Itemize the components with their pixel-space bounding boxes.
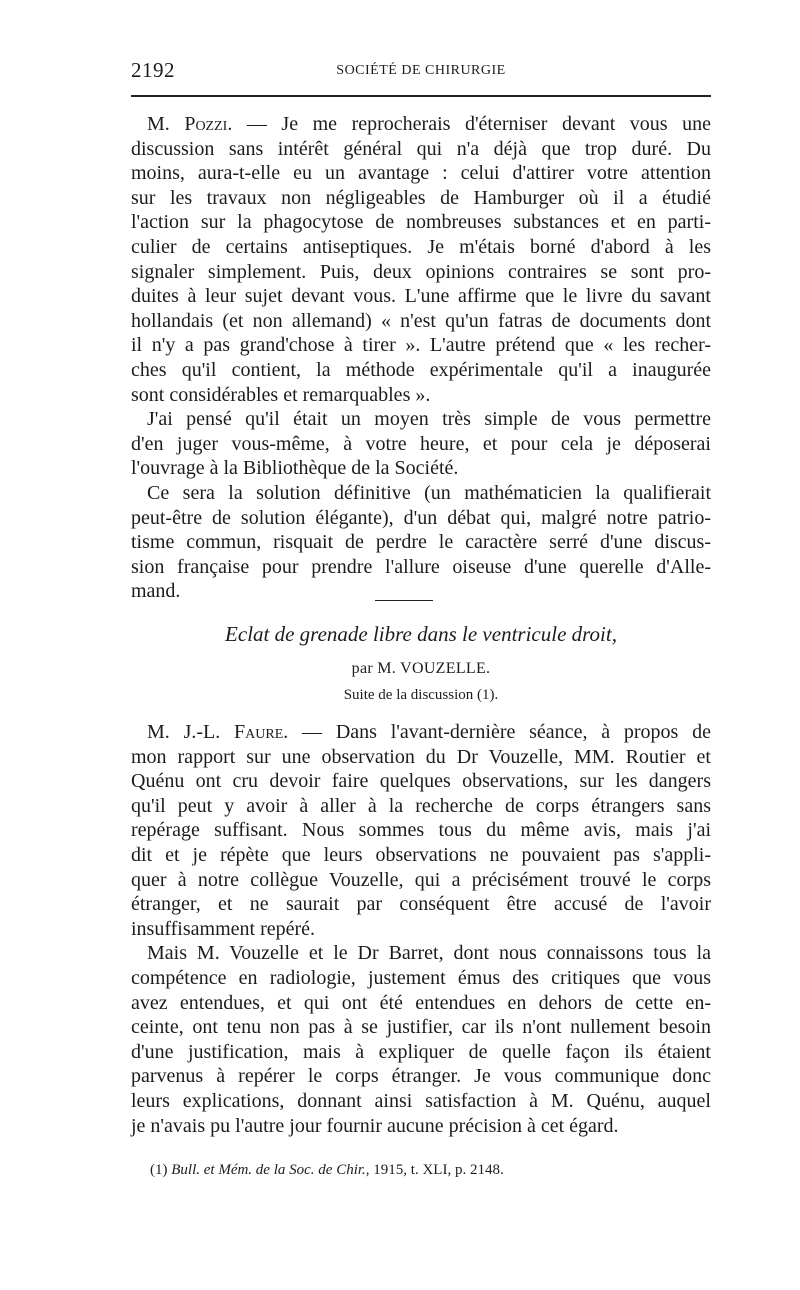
text-line: dit et je répète que leurs observations ne pouvaient pas s'appli- xyxy=(131,843,711,866)
text-line: signaler simplement. Puis, deux opinions contraires se sont pro- xyxy=(131,260,711,283)
text-line: M. J.-L. Faure. — Dans l'avant-dernière séance, à propos de xyxy=(147,721,711,743)
text-line: parvenus à repérer le corps étranger. Je vous communique donc xyxy=(131,1065,711,1088)
article-author: par M. VOUZELLE. xyxy=(351,660,491,677)
article-note: Suite de la discussion (1). xyxy=(343,687,499,703)
text-line: compétence en radiologie, justement émus des critiques que vous xyxy=(131,966,711,989)
text-line: discussion sans intérêt général qui n'a déjà que trop duré. Du xyxy=(131,137,711,160)
text-line: sion française pour prendre l'allure oiseuse d'une querelle d'Alle- xyxy=(131,555,711,578)
text-line: Mais M. Vouzelle et le Dr Barret, dont nous connaissons tous la xyxy=(147,942,711,965)
speaker-name: M. J.-L. Faure. xyxy=(147,721,289,743)
footnote-marker: (1) xyxy=(150,1162,168,1178)
text-line: sur les travaux non négligeables de Hamburger où il a étudié xyxy=(131,186,711,209)
text-line: sont considérables et remarquables ». xyxy=(131,383,431,406)
footnote-source: Bull. et Mém. de la Soc. de Chir. xyxy=(171,1162,366,1178)
text-line: quer à notre collègue Vouzelle, qui a précisément trouvé le corps xyxy=(131,868,711,891)
text-line: d'en juger vous-même, à votre heure, et pour cela je déposerai xyxy=(131,432,711,455)
text-line: tisme commun, risquait de perdre le caractère serré d'une discus- xyxy=(131,531,711,554)
text-line: culier de certains antiseptiques. Je m'étais borné d'abord à les xyxy=(131,235,711,258)
text-line: mand. xyxy=(131,580,181,603)
text-line: moins, aura-t-elle eu un avantage : celui d'attirer votre attention xyxy=(131,162,711,185)
text-line: insuffisamment repéré. xyxy=(131,917,316,940)
text-line: il n'y a pas grand'chose à tirer ». L'autre prétend que « les recher- xyxy=(131,334,711,357)
running-title: SOCIÉTÉ DE CHIRURGIE xyxy=(336,63,506,78)
text-line: étranger, et ne saurait par conséquent être accusé de l'avoir xyxy=(131,893,711,916)
text-line: repérage suffisant. Nous sommes tous du même avis, mais j'ai xyxy=(131,819,711,842)
text-line: d'une justification, mais à expliquer de quelle façon ils étaient xyxy=(131,1040,711,1063)
page-number: 2192 xyxy=(131,58,175,82)
text-line: M. Pozzi. — Je me reprocherais d'éterniser devant vous une xyxy=(147,113,711,135)
article-title: Eclat de grenade libre dans le ventricule droit, xyxy=(225,622,617,646)
text-line: J'ai pensé qu'il était un moyen très simple de vous permettre xyxy=(147,408,711,431)
text-line: hollandais (et non allemand) « n'est qu'un fatras de documents dont xyxy=(131,309,711,332)
text-line: ches qu'il contient, la méthode expérimentale qu'il a inaugurée xyxy=(131,358,711,381)
discussion-faure xyxy=(131,720,711,1138)
text-line: ceinte, ont tenu non pas à se justifier, car ils n'ont nullement besoin xyxy=(131,1016,711,1039)
section-separator xyxy=(375,600,433,601)
speaker-name: M. Pozzi. xyxy=(147,113,233,135)
text-line: je n'avais pu l'autre jour fournir aucune précision à cet égard. xyxy=(131,1114,619,1137)
text-line: qu'il peut y avoir à aller à la recherche de corps étrangers sans xyxy=(131,794,711,817)
text-line: l'ouvrage à la Bibliothèque de la Société. xyxy=(131,457,459,480)
page-header xyxy=(131,58,711,88)
footnote-details: , 1915, t. XLI, p. 2148. xyxy=(365,1162,504,1178)
text-line: peut-être de solution élégante), d'un débat qui, malgré notre patrio- xyxy=(131,506,711,529)
text-line: avez entendues, et qui ont été entendues en dehors de cette en- xyxy=(131,991,711,1014)
discussion-pozzi xyxy=(131,112,711,604)
text-line: Ce sera la solution définitive (un mathématicien la qualifierait xyxy=(147,481,711,504)
header-rule xyxy=(131,95,711,97)
text-line: mon rapport sur une observation du Dr Vouzelle, MM. Routier et xyxy=(131,745,711,768)
text-line: leurs explications, donnant ainsi satisfaction à M. Quénu, auquel xyxy=(131,1089,711,1112)
text-line: l'action sur la phagocytose de nombreuses substances et en parti- xyxy=(131,211,711,234)
footnote xyxy=(150,1162,504,1179)
text-line: duites à leur sujet devant vous. L'une affirme que le livre du savant xyxy=(131,285,711,308)
text-line: Quénu ont cru devoir faire quelques observations, sur les dangers xyxy=(131,770,711,793)
